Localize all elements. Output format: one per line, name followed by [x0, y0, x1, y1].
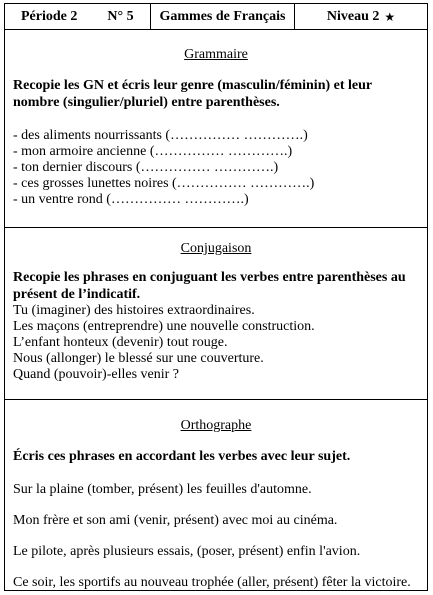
spelling-instruction: Écris ces phrases en accordant les verbes avec leur sujet. — [13, 449, 351, 464]
spelling-section — [5, 400, 427, 590]
list-item: Sur la plaine (tomber, présent) les feuilles d'automne. — [13, 482, 312, 497]
list-item: Quand (pouvoir)-elles venir ? — [13, 367, 179, 382]
list-item: - mon armoire ancienne (…………… ………….) — [13, 144, 293, 159]
worksheet — [4, 3, 428, 591]
list-item: Mon frère et son ami (venir, présent) avec moi au cinéma. — [13, 513, 338, 528]
list-item: Le pilote, après plusieurs essais, (poser, présent) enfin l'avion. — [13, 544, 361, 559]
conjugation-section — [5, 228, 427, 400]
list-item: Ce soir, les sportifs au nouveau trophée (aller, présent) fêter la victoire. — [13, 575, 411, 590]
list-item: L’enfant honteux (devenir) tout rouge. — [13, 335, 228, 350]
level-label: Niveau 2 — [326, 8, 380, 24]
section-title-grammar: Grammaire — [184, 47, 248, 62]
section-title-spelling: Orthographe — [180, 418, 252, 433]
list-item: - des aliments nourrissants (…………… ………….) — [13, 128, 308, 143]
grammar-section — [5, 30, 427, 228]
period-label: Période 2 — [21, 8, 78, 24]
star-icon: ★ — [384, 9, 396, 24]
list-item: - un ventre rond (…………… ………….) — [13, 192, 249, 207]
header-level-cell — [295, 4, 427, 29]
header-title-cell — [151, 4, 295, 29]
conjugation-instruction: Recopie les phrases en conjuguant les verbes entre parenthèses au présent de l’indicatif. — [13, 270, 406, 302]
list-item: - ton dernier discours (…………… ………….) — [13, 160, 279, 175]
list-item: - ces grosses lunettes noires (…………… ………….) — [13, 176, 315, 191]
header-period-cell — [5, 4, 151, 29]
worksheet-header — [5, 4, 427, 30]
section-title-conjugation: Conjugaison — [180, 241, 252, 256]
list-item: Les maçons (entreprendre) une nouvelle construction. — [13, 319, 315, 334]
conjugation-list — [13, 303, 419, 383]
sheet-number: N° 5 — [107, 8, 134, 24]
list-item: Tu (imaginer) des histoires extraordinaires. — [13, 303, 255, 318]
spelling-list — [13, 482, 419, 591]
sheet-title: Gammes de Français — [159, 8, 286, 24]
list-item: Nous (allonger) le blessé sur une couverture. — [13, 351, 264, 366]
grammar-instruction: Recopie les GN et écris leur genre (masculin/féminin) et leur nombre (singulier/pluriel) entre parenthèses. — [13, 78, 372, 110]
grammar-list — [13, 128, 419, 208]
